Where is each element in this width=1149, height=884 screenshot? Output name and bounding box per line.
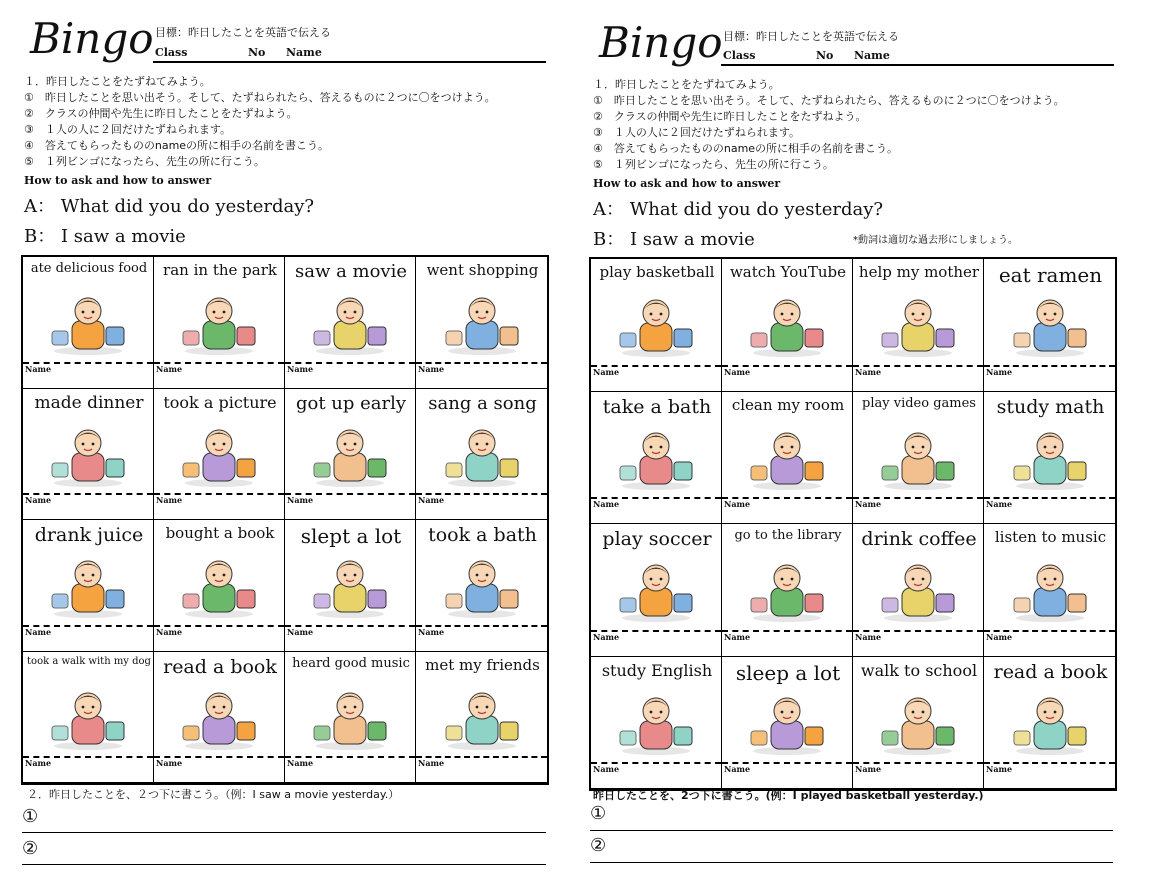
name-tag: Name: [25, 626, 52, 637]
name-tag: Name: [418, 363, 445, 374]
bingo-cell[interactable]: [416, 257, 547, 389]
activity-label: eat ramen: [998, 263, 1103, 287]
bingo-cell[interactable]: [591, 524, 722, 657]
answer-line: B： I saw a movie: [593, 229, 755, 250]
step-line: ④ 答えてもらったもののnameの所に相手の名前を書こう。: [24, 139, 330, 152]
howto-heading: How to ask and how to answer: [593, 177, 781, 190]
bingo-cell[interactable]: [984, 259, 1115, 392]
name-tag: Name: [855, 366, 882, 377]
activity-label: play soccer: [602, 528, 712, 550]
activity-label: take a bath: [602, 395, 712, 418]
name-write-field[interactable]: [591, 365, 721, 391]
activity-label: help my mother: [858, 263, 980, 281]
name-write-field[interactable]: [722, 365, 852, 391]
name-write-field[interactable]: [722, 762, 852, 788]
right-worksheet: [575, 0, 1149, 884]
bingo-cell[interactable]: [23, 389, 154, 521]
activity-label: clean my room: [731, 395, 845, 414]
book-shopping-girl-icon: [173, 554, 265, 620]
reading-girl-icon: [173, 686, 265, 752]
blank-number: ①: [22, 806, 39, 827]
step-line: ① 昨日したことを思い出そう。そして、たずねられたら、答えるものに２つに〇をつけよう。: [24, 91, 496, 104]
name-write-field[interactable]: [285, 625, 415, 651]
answer-blank-1[interactable]: [22, 806, 546, 833]
name-tag: Name: [287, 495, 314, 505]
name-write-field[interactable]: [591, 630, 721, 656]
shopping-bags-icon: [436, 291, 528, 357]
name-tag: Name: [156, 758, 183, 768]
name-tag: Name: [25, 758, 52, 768]
name-tag: Name: [156, 495, 183, 505]
name-tag: Name: [287, 626, 314, 637]
vacuum-cleaner-icon: [741, 426, 833, 492]
activity-label: ate delicious food: [30, 261, 148, 276]
activity-label: drink coffee: [861, 528, 977, 550]
juice-boy-icon: [42, 554, 134, 620]
name-tag: Name: [855, 631, 882, 642]
sleeping-boy-icon: [304, 554, 396, 620]
name-write-field[interactable]: [722, 630, 852, 656]
activity-label: went shopping: [426, 261, 539, 279]
name-tag: Name: [418, 626, 445, 637]
activity-label: study English: [601, 660, 713, 680]
bingo-cell[interactable]: [23, 652, 154, 784]
mother-child-cooking-icon: [872, 293, 964, 359]
cooking-boy-icon: [42, 423, 134, 489]
activity-label: read a book: [163, 655, 277, 678]
bingo-cell[interactable]: [154, 257, 285, 389]
step-line: １．昨日したことをたずねてみよう。: [593, 78, 780, 91]
answer-blank-2[interactable]: [22, 838, 546, 865]
bingo-cell[interactable]: [23, 257, 154, 389]
activity-label: slept a lot: [300, 524, 402, 548]
bingo-cell[interactable]: [416, 652, 547, 784]
question-line: A： What did you do yesterday?: [24, 196, 315, 217]
bingo-cell[interactable]: [154, 520, 285, 652]
step-line: ③ １人の人に２回だけたずねられます。: [24, 123, 231, 136]
goal-text: 目標：昨日したことを英語で伝える: [723, 30, 899, 43]
name-write-field[interactable]: [154, 493, 284, 519]
activity-label: bought a book: [165, 524, 275, 542]
name-tag: Name: [418, 758, 445, 768]
class-label: Class: [155, 46, 188, 59]
food-plate-icon: [42, 291, 134, 357]
name-write-field[interactable]: [416, 756, 547, 782]
header-rule: [721, 64, 1114, 66]
name-write-field[interactable]: [154, 362, 284, 388]
bingo-cell[interactable]: [984, 524, 1115, 657]
activity-label: sang a song: [428, 392, 537, 414]
step-line: ② クラスの仲間や先生に昨日したことをたずねよう。: [593, 110, 867, 123]
header-rule: [153, 61, 546, 63]
name-tag: Name: [418, 495, 445, 505]
name-write-field[interactable]: [853, 630, 983, 656]
writing-instruction: ２．昨日したことを、２つ下に書こう。（例：I saw a movie yesterday.）: [27, 788, 400, 801]
bingo-cell[interactable]: [984, 392, 1115, 525]
name-write-field[interactable]: [853, 497, 983, 523]
coffee-woman-icon: [872, 558, 964, 624]
step-line: ⑤ １列ビンゴになったら、先生の所に行こう。: [24, 155, 265, 168]
friends-icon: [436, 686, 528, 752]
activity-label: go to the library: [734, 528, 842, 543]
activity-label: sleep a lot: [735, 660, 841, 685]
instruction-steps: [593, 77, 1065, 173]
activity-label: saw a movie: [294, 261, 408, 282]
name-write-field[interactable]: [154, 756, 284, 782]
name-tag: Name: [855, 499, 882, 509]
class-label: Class: [723, 49, 756, 62]
step-line: ② クラスの仲間や先生に昨日したことをたずねよう。: [24, 107, 298, 120]
activity-label: listen to music: [994, 528, 1107, 546]
verb-note: *動詞は適切な過去形にしましょう。: [853, 235, 1018, 246]
name-tag: Name: [724, 764, 751, 774]
bingo-cell[interactable]: [722, 657, 853, 790]
camera-girl-icon: [173, 423, 265, 489]
video-game-kids-icon: [872, 426, 964, 492]
blank-number: ②: [590, 835, 607, 856]
bingo-cell[interactable]: [984, 657, 1115, 790]
bingo-cell[interactable]: [285, 257, 416, 389]
activity-label: took a bath: [428, 524, 537, 546]
activity-label: ran in the park: [163, 261, 277, 279]
name-tag: Name: [593, 631, 620, 642]
name-tag: Name: [593, 366, 620, 377]
video-screen-icon: [741, 293, 833, 359]
runner-icon: [173, 291, 265, 357]
activity-label: watch YouTube: [729, 263, 847, 281]
library-icon: [741, 558, 833, 624]
activity-label: read a book: [993, 660, 1108, 683]
dog-walk-icon: [42, 686, 134, 752]
step-line: ③ １人の人に２回だけたずねられます。: [593, 126, 800, 139]
activity-label: drank juice: [34, 524, 144, 546]
name-write-field[interactable]: [591, 762, 721, 788]
man-reading-icon: [1004, 691, 1096, 757]
name-tag: Name: [986, 366, 1013, 377]
name-write-field[interactable]: [285, 756, 415, 782]
activity-label: study math: [996, 395, 1105, 418]
step-line: １．昨日したことをたずねてみよう。: [24, 75, 211, 88]
blank-number: ②: [22, 838, 39, 859]
name-tag: Name: [724, 499, 751, 509]
bingo-cell[interactable]: [591, 259, 722, 392]
instruction-steps: [24, 74, 496, 170]
bingo-cell[interactable]: [853, 657, 984, 790]
writing-instruction: 昨日したことを、2つ下に書こう。(例：I played basketball yesterday.): [593, 789, 984, 802]
name-tag: Name: [287, 363, 314, 374]
name-write-field[interactable]: [416, 625, 547, 651]
name-tag: Name: [724, 366, 751, 377]
name-write-field[interactable]: [416, 362, 547, 388]
bath-icon: [436, 554, 528, 620]
activity-label: made dinner: [34, 392, 144, 413]
name-tag: Name: [156, 626, 183, 637]
class-name-line: [723, 49, 890, 62]
name-write-field[interactable]: [984, 497, 1115, 523]
bathtub-boy-icon: [610, 426, 702, 492]
activity-label: play video games: [862, 395, 976, 411]
name-tag: Name: [287, 758, 314, 768]
name-label: Name: [854, 49, 890, 62]
blank-number: ①: [590, 803, 607, 824]
name-write-field[interactable]: [23, 493, 153, 519]
answer-line: B： I saw a movie: [24, 226, 186, 247]
soccer-kids-icon: [610, 558, 702, 624]
worksheet-title: Bingo: [599, 18, 723, 67]
karaoke-icon: [436, 423, 528, 489]
question-line: A： What did you do yesterday?: [593, 199, 884, 220]
activity-label: got up early: [295, 392, 407, 414]
name-write-field[interactable]: [722, 497, 852, 523]
ramen-icon: [1004, 293, 1096, 359]
name-write-field[interactable]: [23, 625, 153, 651]
bingo-grid: [589, 257, 1117, 791]
name-write-field[interactable]: [591, 497, 721, 523]
bingo-cell[interactable]: [853, 259, 984, 392]
bingo-cell[interactable]: [285, 389, 416, 521]
name-write-field[interactable]: [285, 362, 415, 388]
name-write-field[interactable]: [984, 630, 1115, 656]
name-label: Name: [286, 46, 322, 59]
step-line: ① 昨日したことを思い出そう。そして、たずねられたら、答えるものに２つに〇をつけよう。: [593, 94, 1065, 107]
name-tag: Name: [724, 631, 751, 642]
music-listener-icon: [1004, 558, 1096, 624]
bingo-cell[interactable]: [853, 524, 984, 657]
bingo-grid: [21, 255, 549, 785]
activity-label: play basketball: [599, 263, 715, 281]
goal-text: 目標：昨日したことを英語で伝える: [155, 26, 331, 39]
name-write-field[interactable]: [853, 762, 983, 788]
name-write-field[interactable]: [853, 365, 983, 391]
sleeping-night-icon: [741, 691, 833, 757]
name-write-field[interactable]: [984, 762, 1115, 788]
worksheet-title: Bingo: [30, 14, 154, 63]
school-walker-icon: [872, 691, 964, 757]
number-label: No: [248, 46, 266, 59]
basketball-kids-icon: [610, 293, 702, 359]
activity-label: walk to school: [860, 660, 978, 680]
bingo-cell[interactable]: [285, 520, 416, 652]
name-write-field[interactable]: [23, 756, 153, 782]
waking-up-icon: [304, 423, 396, 489]
activity-label: took a picture: [163, 392, 277, 412]
name-tag: Name: [855, 764, 882, 774]
class-name-line: [155, 46, 322, 59]
name-tag: Name: [593, 499, 620, 509]
name-write-field[interactable]: [416, 493, 547, 519]
step-line: ④ 答えてもらったもののnameの所に相手の名前を書こう。: [593, 142, 899, 155]
bingo-cell[interactable]: [23, 520, 154, 652]
name-write-field[interactable]: [23, 362, 153, 388]
activity-label: heard good music: [292, 655, 410, 671]
bingo-cell[interactable]: [416, 389, 547, 521]
name-write-field[interactable]: [984, 365, 1115, 391]
bingo-cell[interactable]: [722, 524, 853, 657]
bingo-cell[interactable]: [853, 392, 984, 525]
answer-blank-1[interactable]: [590, 803, 1113, 831]
name-tag: Name: [593, 764, 620, 774]
headphones-girl-icon: [304, 686, 396, 752]
math-girl-icon: [1004, 426, 1096, 492]
cinema-icon: [304, 291, 396, 357]
name-tag: Name: [156, 363, 183, 374]
bingo-cell[interactable]: [416, 520, 547, 652]
english-study-icon: [610, 691, 702, 757]
bingo-cell[interactable]: [285, 652, 416, 784]
bingo-cell[interactable]: [154, 652, 285, 784]
name-tag: Name: [986, 764, 1013, 774]
bingo-cell[interactable]: [154, 389, 285, 521]
number-label: No: [816, 49, 834, 62]
step-line: ⑤ １列ビンゴになったら、先生の所に行こう。: [593, 158, 834, 171]
bingo-cell[interactable]: [591, 392, 722, 525]
name-tag: Name: [25, 495, 52, 505]
name-write-field[interactable]: [154, 625, 284, 651]
name-tag: Name: [986, 499, 1013, 509]
name-tag: Name: [986, 631, 1013, 642]
name-tag: Name: [25, 363, 52, 374]
bingo-cell[interactable]: [722, 392, 853, 525]
activity-label: took a walk with my dog: [27, 655, 151, 667]
name-write-field[interactable]: [285, 493, 415, 519]
bingo-cell[interactable]: [722, 259, 853, 392]
answer-blank-2[interactable]: [590, 835, 1113, 863]
activity-label: met my friends: [425, 655, 540, 674]
howto-heading: How to ask and how to answer: [24, 174, 212, 187]
bingo-cell[interactable]: [591, 657, 722, 790]
